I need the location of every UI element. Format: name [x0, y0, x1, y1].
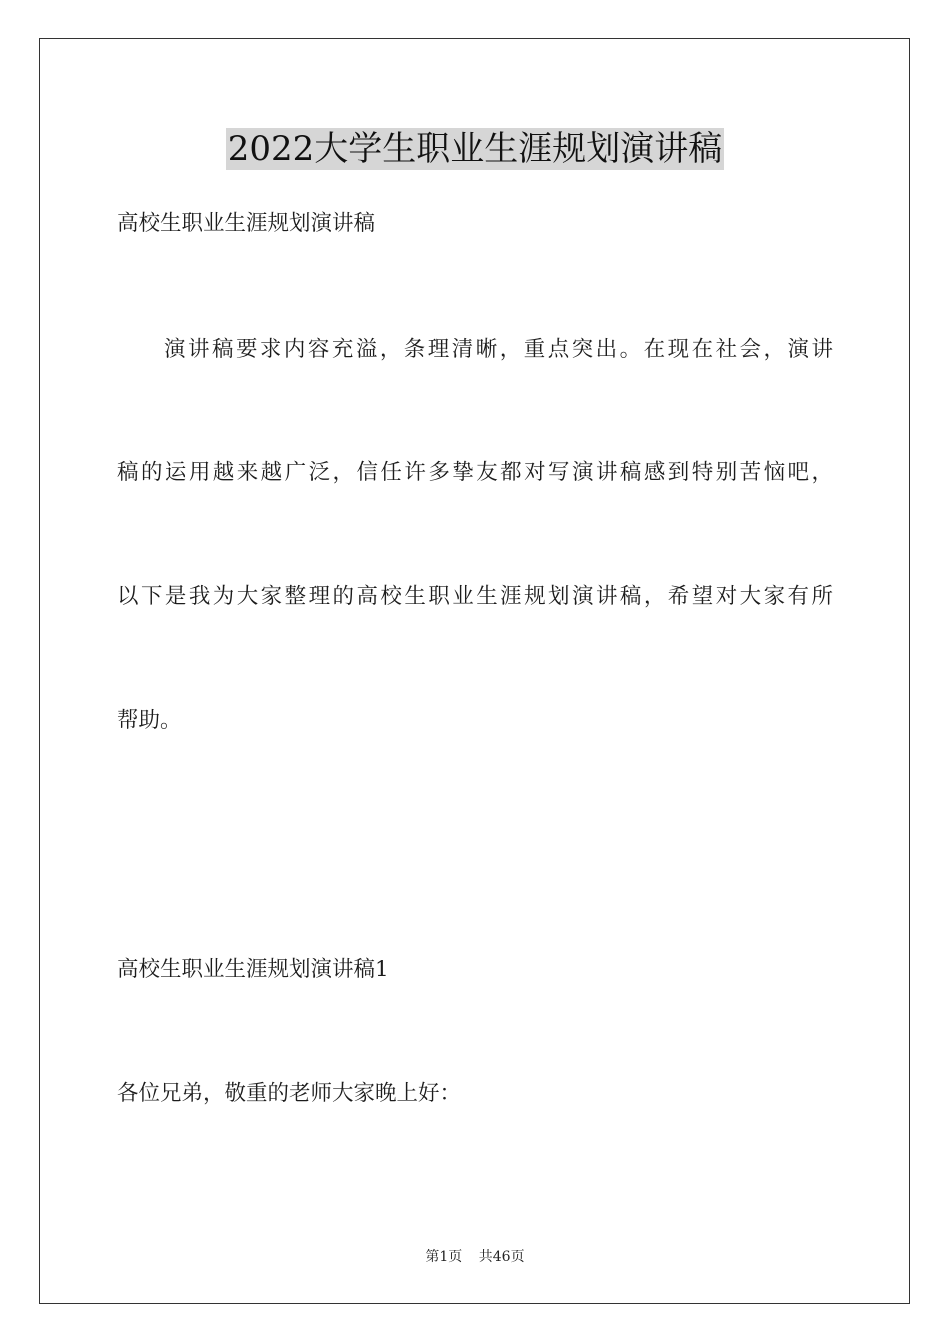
page-total: 共46页 [478, 1249, 525, 1265]
intro-line-3: 以下是我为大家整理的高校生职业生涯规划演讲稿，希望对大家有所 [117, 584, 833, 609]
document-subtitle: 高校生职业生涯规划演讲稿 [117, 211, 376, 236]
page-number: 第1页 [425, 1249, 463, 1265]
intro-line-2: 稿的运用越来越广泛，信任许多挚友都对写演讲稿感到特别苦恼吧， [117, 460, 833, 485]
document-title: 2022大学生职业生涯规划演讲稿 [227, 129, 723, 169]
page-footer [0, 1247, 950, 1267]
title-container [0, 128, 950, 170]
greeting-line: 各位兄弟，敬重的老师大家晚上好： [117, 1081, 462, 1106]
intro-line-1: 演讲稿要求内容充溢，条理清晰，重点突出。在现在社会，演讲 [164, 337, 833, 362]
section-heading: 高校生职业生涯规划演讲稿1 [117, 957, 389, 982]
intro-line-4: 帮助。 [117, 708, 182, 733]
